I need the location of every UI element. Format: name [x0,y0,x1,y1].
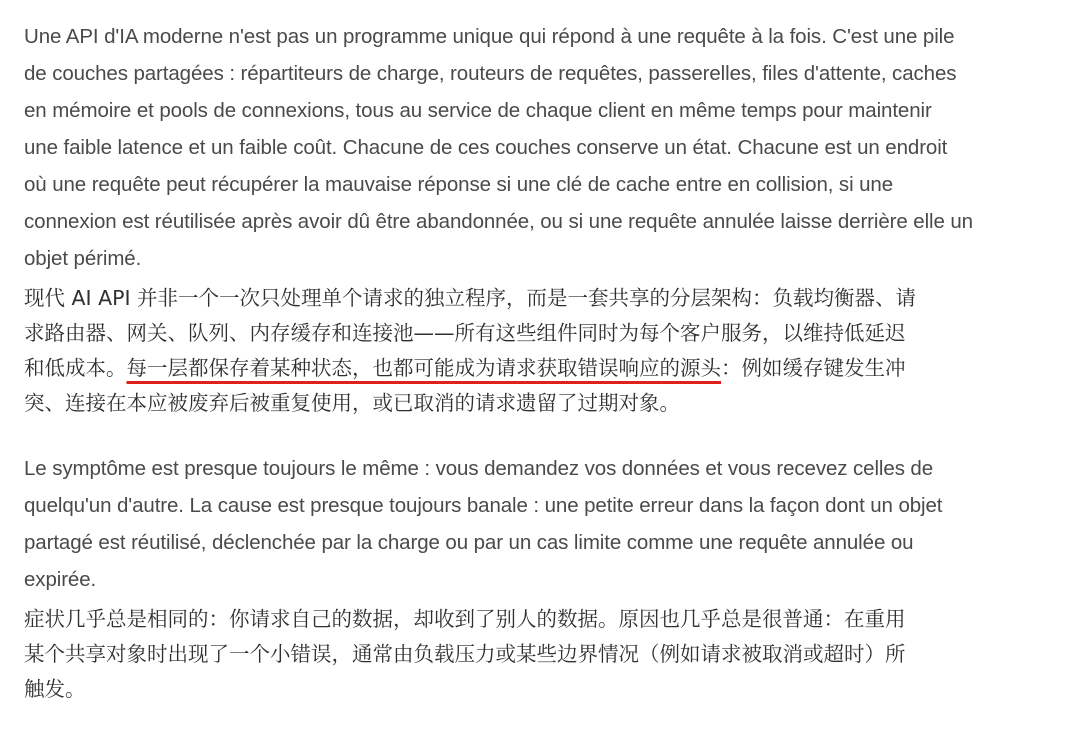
paragraph-line: une faible latence et un faible coût. Chacune de ces couches conserve un état. Chacune est un endroit [24,136,948,159]
paragraph-line: 某个共享对象时出现了一个小错误，通常由负载压力或某些边界情况（例如请求被取消或超时）所 [24,642,906,666]
paragraph-line: quelqu'un d'autre. La cause est presque toujours banale : une petite erreur dans la façon dont un objet [24,494,943,517]
text-segment: ：例如缓存键发生冲 [721,356,906,380]
paragraph-chinese-2 [24,602,1060,707]
paragraph-french-1 [24,18,1064,277]
paragraph-line: 突、连接在本应被废弃后被重复使用，或已取消的请求遗留了过期对象。 [24,391,680,415]
paragraph-chinese-1 [24,281,1060,421]
paragraph-line: en mémoire et pools de connexions, tous au service de chaque client en même temps pour maintenir [24,99,932,122]
paragraph-line: partagé est réutilisé, déclenchée par la charge ou par un cas limite comme une requête annulée ou [24,531,914,554]
paragraph-line: 触发。 [24,677,86,701]
paragraph-line: connexion est réutilisée après avoir dû être abandonnée, ou si une requête annulée laisse derrière elle un [24,210,973,233]
paragraph-line [24,351,1060,386]
paragraph-line: Une API d'IA moderne n'est pas un programme unique qui répond à une requête à la fois. C'est une pile [24,25,955,48]
paragraph-line: de couches partagées : répartiteurs de charge, routeurs de requêtes, passerelles, files d'attente, caches [24,62,957,85]
paragraph-line: 求路由器、网关、队列、内存缓存和连接池——所有这些组件同时为每个客户服务，以维持低延迟 [24,321,906,345]
paragraph-line: 症状几乎总是相同的：你请求自己的数据，却收到了别人的数据。原因也几乎总是很普通：在重用 [24,607,906,631]
paragraph-line: Le symptôme est presque toujours le même : vous demandez vos données et vous recevez celles de [24,457,934,480]
paragraph-line: objet périmé. [24,247,142,270]
paragraph-line: 现代 AI API 并非一个一次只处理单个请求的独立程序，而是一套共享的分层架构：负载均衡器、请 [24,286,917,310]
text-segment: 和低成本。 [24,356,127,380]
highlighted-sentence: 每一层都保存着某种状态，也都可能成为请求获取错误响应的源头 [126,356,721,380]
section-spacer [24,421,1056,450]
paragraph-french-2 [24,450,1064,598]
paragraph-line: où une requête peut récupérer la mauvaise réponse si une clé de cache entre en collision, si une [24,173,894,196]
paragraph-line: expirée. [24,568,97,591]
